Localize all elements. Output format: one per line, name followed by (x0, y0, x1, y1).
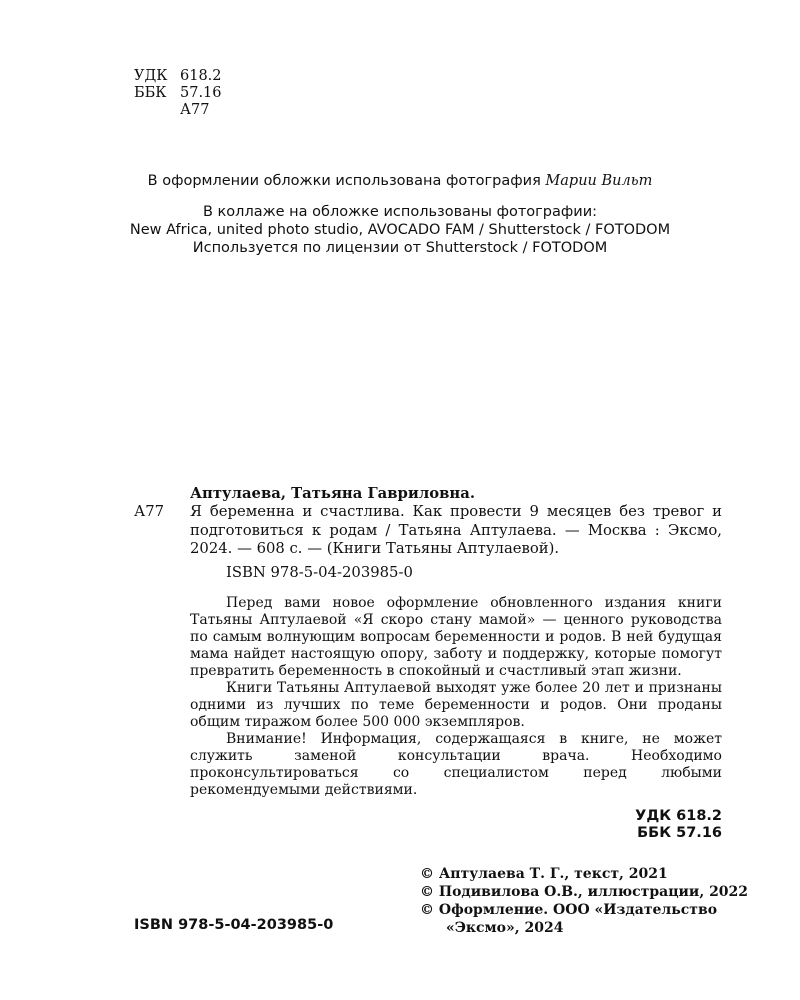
isbn-bottom: ISBN 978-5-04-203985-0 (134, 917, 334, 933)
bbk-value: 57.16 (180, 85, 222, 101)
udk-row (134, 68, 222, 85)
bib-code: А77 (134, 503, 165, 520)
bbk-label: ББК (134, 85, 167, 101)
bib-description: Я беременна и счастлива. Как провести 9 месяцев без тревог и подготовиться к родам / Татьяна Аптулаева. — Москва : Эксмо, 2024. — 608 с. — (Книги Татьяны Аптулаевой). (190, 503, 722, 557)
cover-photo-credit-text: В оформлении обложки использована фотография (147, 173, 541, 189)
bib-isbn: ISBN 978-5-04-203985-0 (226, 564, 413, 581)
bbk-row (134, 85, 222, 102)
classification-block (134, 68, 222, 119)
copyright-line: «Эксмо», 2024 (446, 920, 564, 936)
annotation-paragraph: Книги Татьяны Аптулаевой выходят уже более 20 лет и признаны одними из лучших по теме беременности и родов. Они проданы общим тиражом более 500 000 экземпляров. (190, 680, 722, 730)
annotation (190, 595, 722, 799)
collage-credit (0, 203, 800, 257)
copyright-line: © Подивилова О.В., иллюстрации, 2022 (420, 884, 749, 900)
collage-credit-line2: New Africa, united photo studio, AVOCADO FAM / Shutterstock / FOTODOM (129, 222, 671, 238)
udk-value: 618.2 (180, 68, 222, 84)
annotation-paragraph: Внимание! Информация, содержащаяся в книге, не может служить заменой консультации врача. Необходимо проконсультироваться со специалистом перед любыми рекомендуемыми действиями. (190, 731, 722, 798)
copyright-block (420, 865, 748, 937)
udk-code: УДК 618.2 (635, 808, 722, 824)
collage-credit-line1: В коллаже на обложке использованы фотографии: (202, 204, 597, 220)
copyright-line: © Оформление. ООО «Издательство (420, 902, 718, 918)
author-sign: А77 (180, 102, 210, 118)
collage-credit-line3: Используется по лицензии от Shutterstock / FOTODOM (192, 240, 608, 256)
cover-photo-credit (0, 172, 800, 190)
udk-label: УДК (134, 68, 168, 84)
copyright-line: © Аптулаева Т. Г., текст, 2021 (420, 866, 668, 882)
bib-author: Аптулаева, Татьяна Гавриловна. (190, 485, 475, 502)
cover-photo-credit-name: Марии Вильт (545, 173, 653, 189)
codes-right (600, 808, 722, 842)
annotation-paragraph: Перед вами новое оформление обновленного издания книги Татьяны Аптулаевой «Я скоро стану мамой» — ценного руководства по самым волнующим вопросам беременности и родов. В ней будущая мама найдет настоящую опору, заботу и поддержку, которые помогут превратить беременность в спокойный и счастливый этап жизни. (190, 595, 722, 679)
author-sign-row (134, 102, 222, 119)
bbk-code: ББК 57.16 (637, 825, 722, 841)
